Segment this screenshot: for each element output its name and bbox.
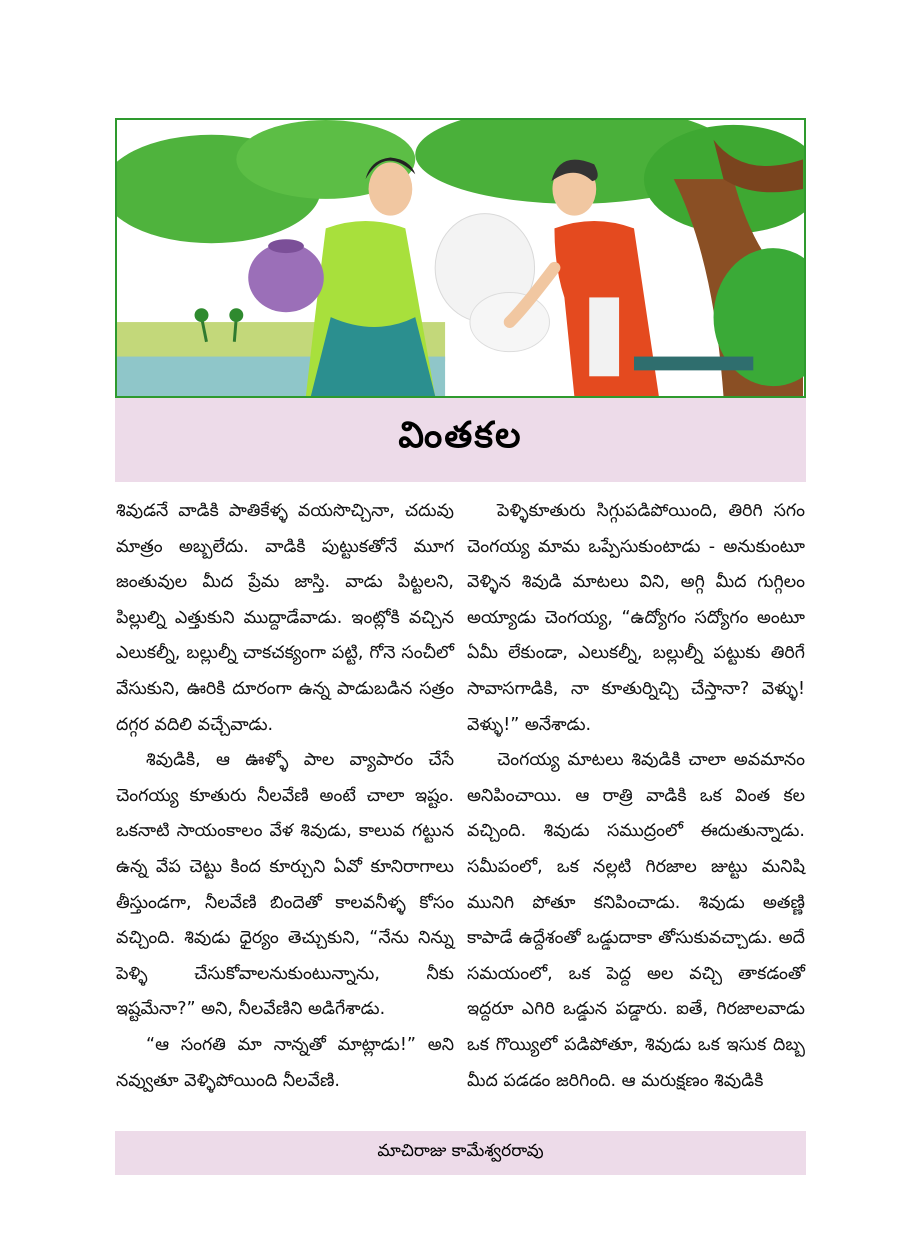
story-column-left [116, 494, 454, 1099]
story-column-right [467, 494, 805, 1099]
author-band [115, 1131, 806, 1175]
story-paragraph: శివుడనే వాడికి పాతికేళ్ళ వయసొచ్చినా, చదువు మాత్రం అబ్బలేదు. వాడికి పుట్టుకతోనే మూగ జంతువుల మీద ప్రేమ జాస్తి. వాడు పిట్టలని, పిల్లుల్ని ఎత్తుకుని ముద్దాడేవాడు. ఇంట్లోకి వచ్చిన ఎలుకల్నీ, బల్లుల్నీ చాకచక్యంగా పట్టి, గోనె సంచీలో వేసుకుని, ఊరికి దూరంగా ఉన్న పాడుబడిన సత్రం దగ్గర వదిలి వచ్చేవాడు. [116, 501, 454, 735]
story-paragraph: శివుడికి, ఆ ఊళ్ళో పాల వ్యాపారం చేసే చెంగయ్య కూతురు నీలవేణి అంటే చాలా ఇష్టం. ఒకనాటి సాయంకాలం వేళ శివుడు, కాలువ గట్టున ఉన్న వేప చెట్టు కింద కూర్చుని ఏవో కూనిరాగాలు తీస్తుండగా, నీలవేణి బిందెతో కాలవనీళ్ళ కోసం వచ్చింది. శివుడు ధైర్యం తెచ్చుకుని, “నేను నిన్ను పెళ్ళి చేసుకోవాలనుకుంటున్నాను, నీకు ఇష్టమేనా?” అని, నీలవేణిని అడిగేశాడు. [116, 750, 454, 1020]
title-band [115, 398, 806, 482]
illustration-icon [117, 120, 804, 396]
story-illustration [115, 118, 806, 398]
story-title: వింతకల [398, 415, 523, 456]
author-name: మాచిరాజు కామేశ్వరరావు [377, 1141, 544, 1161]
story-paragraph: “ఆ సంగతి మా నాన్నతో మాట్లాడు!” అని నవ్వుతూ వెళ్ళిపోయింది నీలవేణి. [116, 1034, 454, 1091]
story-paragraph: చెంగయ్య మాటలు శివుడికి చాలా అవమానం అనిపించాయి. ఆ రాత్రి వాడికి ఒక వింత కల వచ్చింది. శివుడు సముద్రంలో ఈదుతున్నాడు. సమీపంలో, ఒక నల్లటి గిరజాల జుట్టు మనిషి మునిగి పోతూ కనిపించాడు. శివుడు అతణ్ణి కాపాడే ఉద్దేశంతో ఒడ్డుదాకా తోసుకువచ్చాడు. అదే సమయంలో, ఒక పెద్ద అల వచ్చి తాకడంతో ఇద్దరూ ఎగిరి ఒడ్డున పడ్డారు. ఐతే, గిరజాలవాడు ఒక గొయ్యిలో పడిపోతూ, శివుడు ఒక ఇసుక దిబ్బ మీద పడడం జరిగింది. ఆ మరుక్షణం శివుడికి [467, 750, 805, 1091]
story-paragraph: పెళ్ళికూతురు సిగ్గుపడిపోయింది, తిరిగి సగం చెంగయ్య మామ ఒప్పేసుకుంటాడు - అనుకుంటూ వెళ్ళిన శివుడి మాటలు విని, అగ్గి మీద గుగ్గిలం అయ్యాడు చెంగయ్య, “ఉద్యోగం సద్యోగం అంటూ ఏమీ లేకుండా, ఎలుకల్నీ, బల్లుల్నీ పట్టుకు తిరిగే సావాసగాడికి, నా కూతుర్నిచ్చి చేస్తానా? వెళ్ళు! వెళ్ళు!” అనేశాడు. [467, 501, 805, 735]
